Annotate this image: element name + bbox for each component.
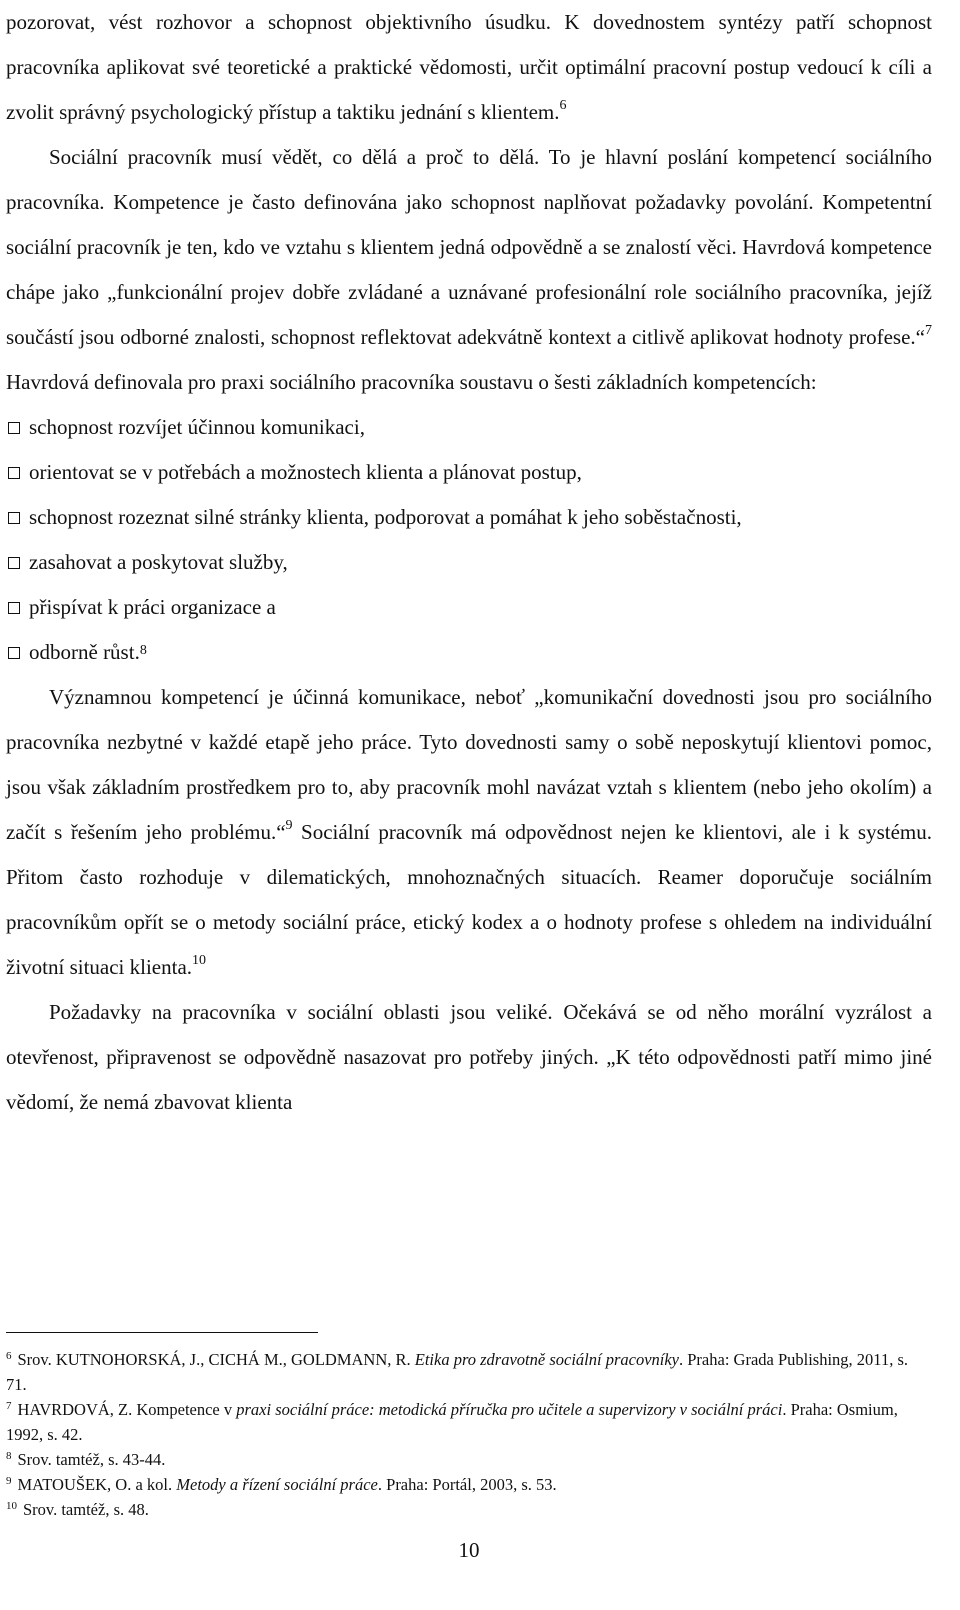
footnote-8 xyxy=(6,1447,932,1472)
footnote-ref-7[interactable]: 7 xyxy=(925,323,932,338)
list-item xyxy=(6,540,932,585)
body-text xyxy=(6,0,932,1125)
list-item: odborně růst. 8 xyxy=(6,630,932,675)
footnote-text: HAVRDOVÁ, Z. Kompetence v xyxy=(17,1400,237,1419)
list-item xyxy=(6,450,932,495)
list-item xyxy=(6,495,932,540)
checkbox-bullet-icon xyxy=(8,467,20,479)
footnote-9 xyxy=(6,1472,932,1497)
paragraph-2 xyxy=(6,135,932,405)
paragraph-4 xyxy=(6,990,932,1125)
competence-list xyxy=(6,405,932,675)
list-item xyxy=(6,405,932,450)
footnote-text: MATOUŠEK, O. a kol. xyxy=(17,1475,177,1494)
list-item-text: schopnost rozvíjet účinnou komunikaci, xyxy=(29,415,365,439)
footnotes xyxy=(6,1347,932,1522)
footnote-6 xyxy=(6,1347,932,1397)
page-number: 10 xyxy=(458,1538,480,1562)
footnote-text: Srov. tamtéž, s. 43-44. xyxy=(17,1450,166,1469)
checkbox-bullet-icon xyxy=(8,512,20,524)
footnote-number: 7 xyxy=(6,1399,12,1412)
list-item xyxy=(6,585,932,630)
checkbox-bullet-icon xyxy=(8,557,20,569)
footnote-ref-9[interactable]: 9 xyxy=(285,818,293,833)
checkbox-bullet-icon xyxy=(8,602,20,614)
footnote-ref-10[interactable]: 10 xyxy=(192,953,207,968)
checkbox-bullet-icon xyxy=(8,422,20,434)
paragraph-1 xyxy=(6,0,932,135)
footnote-title: praxi sociální práce: metodická příručka pro učitele a supervizory v sociální práci xyxy=(236,1400,783,1419)
footnote-number: 10 xyxy=(6,1499,17,1512)
footnote-number: 9 xyxy=(6,1474,12,1487)
paragraph-4-text: Požadavky na pracovníka v sociální oblasti jsou veliké. Očekává se od něho morální vyzrálost a otevřenost, připravenost se odpovědně nasazovat pro potřeby jiných. „K této odpovědnosti patří mimo jiné vědomí, že nemá zbavovat klienta xyxy=(6,1000,932,1114)
list-item-text: zasahovat a poskytovat služby, xyxy=(29,550,288,574)
document-page xyxy=(6,0,932,1562)
footnote-ref-6[interactable]: 6 xyxy=(559,98,567,113)
list-item-text: schopnost rozeznat silné stránky klienta, podporovat a pomáhat k jeho soběstačnosti, xyxy=(29,505,742,529)
list-item-text: přispívat k práci organizace a xyxy=(29,595,276,619)
footnote-publisher: . Praha: Osmium, 1992, s. 42. xyxy=(6,1400,898,1444)
checkbox-bullet-icon xyxy=(8,647,20,659)
footnote-title: Etika pro zdravotně sociální pracovníky xyxy=(414,1350,679,1369)
footnote-publisher: . Praha: Portál, 2003, s. 53. xyxy=(377,1475,557,1494)
paragraph-3-continuation: Sociální pracovník má odpovědnost nejen ke klientovi, ale i k systému. Přitom často rozhoduje v dilematických, mnohoznačných situacích. Reamer doporučuje sociálním pracovníkům opřít se o metody sociální práce, etický kodex a o hodnoty profese s ohledem na individuální životní situaci klienta. xyxy=(6,820,932,979)
footnote-7 xyxy=(6,1397,932,1447)
footnote-number: 6 xyxy=(6,1349,12,1362)
paragraph-1-text: pozorovat, vést rozhovor a schopnost objektivního úsudku. K dovednostem syntézy patří schopnost pracovníka aplikovat své teoretické a praktické vědomosti, určit optimální pracovní postup vedoucí k cíli a zvolit správný psychologický přístup a taktiku jednání s klientem. xyxy=(6,10,932,124)
paragraph-2-continuation: Havrdová definovala pro praxi sociálního pracovníka soustavu o šesti základních kompetencích: xyxy=(6,370,817,394)
list-item-text: odborně růst. xyxy=(29,640,140,664)
paragraph-2-text: Sociální pracovník musí vědět, co dělá a proč to dělá. To je hlavní poslání kompetencí sociálního pracovníka. Kompetence je často definována jako schopnost naplňovat požadavky povolání. Kompetentní sociální pracovník je ten, kdo ve vztahu s klientem jedná odpovědně a se znalostí věci. Havrdová kompetence chápe jako „funkcionální projev dobře zvládané a uznávané profesionální role sociálního pracovníka, jejíž součástí jsou odborné znalosti, schopnost reflektovat adekvátně kontext a citlivě aplikovat hodnoty profese.“ xyxy=(6,145,932,349)
footnote-separator xyxy=(6,1332,318,1333)
list-item-text: orientovat se v potřebách a možnostech klienta a plánovat postup, xyxy=(29,460,582,484)
footnote-text: Srov. tamtéž, s. 48. xyxy=(23,1500,149,1519)
footnote-text: Srov. KUTNOHORSKÁ, J., CICHÁ M., GOLDMANN, R. xyxy=(17,1350,415,1369)
paragraph-3-text: Významnou kompetencí je účinná komunikace, neboť „komunikační dovednosti jsou pro sociálního pracovníka nezbytné v každé etapě jeho práce. Tyto dovednosti samy o sobě neposkytují klientovi pomoc, jsou však základním prostředkem pro to, aby pracovník mohl navázat vztah s klientem (nebo jeho okolím) a začít s řešením jeho problému.“ xyxy=(6,685,932,844)
footnote-10 xyxy=(6,1497,932,1522)
footnote-number: 8 xyxy=(6,1449,12,1462)
footnote-title: Metody a řízení sociální práce xyxy=(176,1475,378,1494)
footnote-publisher: . Praha: Grada Publishing, 2011, s. 71. xyxy=(6,1350,908,1394)
paragraph-3 xyxy=(6,675,932,990)
